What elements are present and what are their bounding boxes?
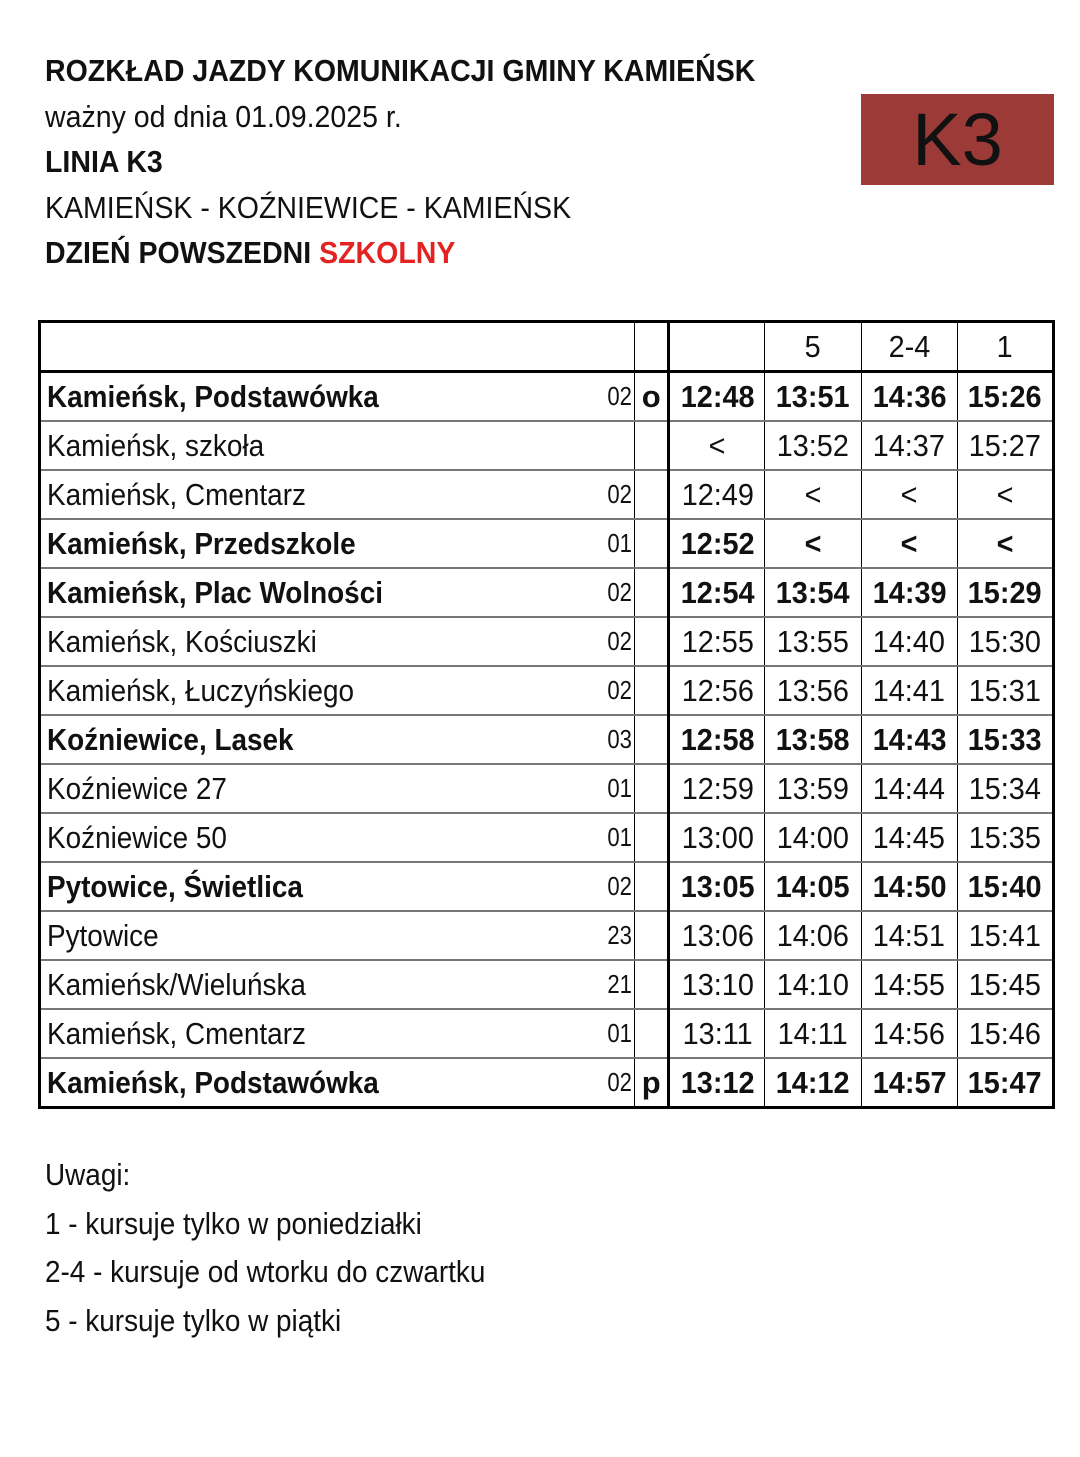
column-header	[957, 322, 1053, 372]
departure-time	[765, 519, 861, 568]
departure-time	[669, 715, 765, 764]
departure-time	[957, 372, 1053, 422]
stop-cell-content	[41, 624, 634, 660]
departure-time	[957, 470, 1053, 519]
stop-name: Kamieńsk, Przedszkole	[47, 525, 356, 561]
departure-time-value: <	[900, 476, 918, 512]
timetable-row	[40, 813, 1054, 862]
departure-time-value: 15:29	[968, 574, 1042, 610]
validity-date: ważny od dnia 01.09.2025 r.	[45, 99, 402, 134]
departure-time	[957, 568, 1053, 617]
platform-number: 02	[607, 479, 633, 509]
departure-time	[861, 1009, 957, 1058]
departure-time	[957, 813, 1053, 862]
departure-time	[957, 421, 1053, 470]
departure-time	[765, 617, 861, 666]
departure-time	[765, 1058, 861, 1108]
departure-time	[765, 960, 861, 1009]
departure-time-value: 15:26	[968, 378, 1042, 414]
stop-cell-content	[41, 1065, 634, 1101]
departure-time	[861, 470, 957, 519]
departure-time-value: 14:11	[778, 1015, 849, 1051]
departure-time-value: <	[996, 476, 1014, 512]
departure-time	[669, 813, 765, 862]
departure-time-value: 13:10	[681, 966, 754, 1002]
stop-name: Kamieńsk, Łuczyńskiego	[47, 672, 355, 708]
departure-time-value: 12:58	[680, 721, 755, 757]
stop-name: Pytowice, Świetlica	[47, 868, 303, 904]
header-flag-cell	[635, 322, 669, 372]
stop-name: Kamieńsk, Cmentarz	[47, 1015, 306, 1051]
stop-flag	[635, 421, 669, 470]
departure-time-value: 14:37	[873, 427, 946, 463]
stop-flag: o	[635, 372, 669, 422]
stop-cell-content	[41, 673, 634, 709]
timetable-row	[40, 715, 1054, 764]
departure-time-value: 15:34	[968, 770, 1041, 806]
timetable-row	[40, 666, 1054, 715]
platform-number: 02	[607, 1067, 633, 1097]
stop-cell-content	[41, 477, 634, 513]
note-item: 1 - kursuje tylko w poniedziałki	[45, 1206, 422, 1241]
stop-cell	[40, 715, 635, 764]
departure-time-value: 14:57	[872, 1064, 947, 1100]
platform-number: 23	[607, 920, 633, 950]
departure-time-value: 13:00	[681, 819, 754, 855]
stop-flag	[635, 470, 669, 519]
departure-time-value: 12:55	[681, 623, 754, 659]
timetable-row	[40, 421, 1054, 470]
departure-time-value: 15:40	[968, 868, 1042, 904]
departure-time	[861, 666, 957, 715]
departure-time	[861, 519, 957, 568]
departure-time-value: 15:45	[968, 966, 1041, 1002]
departure-time	[765, 813, 861, 862]
timetable-row	[40, 911, 1054, 960]
departure-time	[861, 764, 957, 813]
stop-cell-content	[41, 967, 634, 1003]
stop-cell	[40, 617, 635, 666]
stop-name: Kamieńsk, Cmentarz	[47, 476, 306, 512]
departure-time-value: <	[708, 427, 726, 463]
departure-time	[765, 1009, 861, 1058]
departure-time-value: 14:56	[873, 1015, 946, 1051]
stop-flag	[635, 813, 669, 862]
stop-name: Koźniewice 27	[47, 770, 227, 806]
departure-time-value: 14:06	[776, 917, 850, 953]
departure-time-value: 15:35	[968, 819, 1041, 855]
departure-time	[957, 1009, 1053, 1058]
stop-cell	[40, 911, 635, 960]
departure-time-value: 14:44	[873, 770, 946, 806]
departure-time	[669, 764, 765, 813]
departure-time-value: 14:36	[872, 378, 947, 414]
stop-flag	[635, 666, 669, 715]
stop-name: Koźniewice, Lasek	[47, 721, 294, 757]
departure-time-value: <	[804, 525, 822, 561]
departure-time	[765, 666, 861, 715]
departure-time	[669, 421, 765, 470]
departure-time	[669, 862, 765, 911]
stop-cell	[40, 1058, 635, 1108]
stop-name: Kamieńsk/Wieluńska	[47, 966, 306, 1002]
stop-name: Kamieńsk, szkoła	[47, 427, 265, 463]
timetable-row	[40, 862, 1054, 911]
departure-time-value: 14:00	[776, 819, 850, 855]
departure-time-value: <	[996, 525, 1014, 561]
platform-number: 02	[607, 381, 633, 411]
departure-time-value: 14:40	[873, 623, 946, 659]
column-header-label: 2-4	[888, 328, 931, 364]
departure-time-value: 13:52	[776, 427, 850, 463]
departure-time	[765, 372, 861, 422]
departure-time	[861, 911, 957, 960]
departure-time-value: 15:27	[968, 427, 1041, 463]
departure-time	[957, 764, 1053, 813]
departure-time-value: 13:59	[776, 770, 850, 806]
stop-flag: p	[635, 1058, 669, 1108]
departure-time	[669, 568, 765, 617]
stop-cell-content	[41, 918, 634, 954]
departure-time	[957, 715, 1053, 764]
stop-name: Pytowice	[47, 917, 159, 953]
departure-time	[861, 568, 957, 617]
stop-cell-content	[41, 575, 634, 611]
stop-flag	[635, 519, 669, 568]
stop-cell	[40, 813, 635, 862]
departure-time-value: 12:56	[681, 672, 754, 708]
timetable-row	[40, 1009, 1054, 1058]
platform-number: 02	[607, 871, 633, 901]
departure-time	[669, 1058, 765, 1108]
departure-time-value: 15:31	[968, 672, 1041, 708]
timetable	[38, 320, 1055, 1109]
stop-flag	[635, 911, 669, 960]
departure-time-value: 14:39	[872, 574, 947, 610]
timetable-row	[40, 617, 1054, 666]
line-name: LINIA K3	[45, 144, 163, 179]
timetable-row	[40, 470, 1054, 519]
stop-cell-content	[41, 869, 634, 905]
stop-cell-content	[41, 722, 634, 758]
stop-cell	[40, 862, 635, 911]
column-header-label: 5	[804, 328, 822, 364]
departure-time	[861, 421, 957, 470]
stop-cell	[40, 666, 635, 715]
stop-flag	[635, 960, 669, 1009]
departure-time	[957, 1058, 1053, 1108]
stop-cell-content	[41, 1016, 634, 1052]
departure-time	[861, 617, 957, 666]
departure-time	[765, 764, 861, 813]
departure-time-value: <	[900, 525, 918, 561]
departure-time-value: 14:05	[776, 868, 850, 904]
platform-number: 21	[607, 969, 633, 999]
departure-time	[957, 666, 1053, 715]
stop-cell	[40, 372, 635, 422]
departure-time	[765, 715, 861, 764]
day-type-highlight: SZKOLNY	[319, 235, 456, 270]
departure-time	[669, 617, 765, 666]
notes-heading: Uwagi:	[45, 1157, 131, 1192]
departure-time	[669, 666, 765, 715]
departure-time	[861, 960, 957, 1009]
departure-time-value: 12:49	[681, 476, 754, 512]
departure-time-value: 13:54	[776, 574, 850, 610]
platform-number: 01	[607, 773, 633, 803]
stop-flag	[635, 764, 669, 813]
stop-cell-content	[41, 379, 634, 415]
stop-flag	[635, 568, 669, 617]
column-header-label: 1	[996, 328, 1013, 364]
stop-flag	[635, 1009, 669, 1058]
stop-flag	[635, 715, 669, 764]
departure-time-value: 13:05	[680, 868, 755, 904]
departure-time	[861, 372, 957, 422]
route-name: KAMIEŃSK - KOŹNIEWICE - KAMIEŃSK	[45, 190, 572, 225]
departure-time-value: 15:47	[968, 1064, 1042, 1100]
stop-cell-content	[41, 526, 634, 562]
departure-time	[861, 862, 957, 911]
stop-cell-content	[41, 820, 634, 856]
departure-time-value: 14:10	[776, 966, 850, 1002]
departure-time	[765, 862, 861, 911]
column-header	[765, 322, 861, 372]
platform-number: 01	[607, 528, 633, 558]
stop-cell	[40, 568, 635, 617]
departure-time	[765, 470, 861, 519]
stop-name: Kamieńsk, Podstawówka	[47, 378, 379, 414]
column-header	[861, 322, 957, 372]
header-stop-cell	[40, 322, 635, 372]
departure-time-value: 12:48	[680, 378, 755, 414]
stop-cell-content	[41, 428, 634, 464]
departure-time-value: 13:56	[776, 672, 850, 708]
stop-name: Kamieńsk, Kościuszki	[47, 623, 317, 659]
note-item: 5 - kursuje tylko w piątki	[45, 1303, 342, 1338]
departure-time-value: 14:41	[873, 672, 946, 708]
departure-time	[765, 421, 861, 470]
departure-time-value: 13:06	[681, 917, 754, 953]
timetable-row	[40, 1058, 1054, 1108]
stop-cell	[40, 960, 635, 1009]
timetable-row	[40, 568, 1054, 617]
departure-time	[861, 813, 957, 862]
stop-name: Koźniewice 50	[47, 819, 227, 855]
departure-time-value: 14:45	[873, 819, 946, 855]
departure-time-value: 15:46	[968, 1015, 1041, 1051]
departure-time-value: 14:43	[872, 721, 947, 757]
departure-time-value: 14:12	[776, 1064, 850, 1100]
platform-number: 02	[607, 577, 633, 607]
stop-cell	[40, 519, 635, 568]
stop-cell-content	[41, 771, 634, 807]
departure-time	[669, 470, 765, 519]
departure-time	[957, 911, 1053, 960]
departure-time	[957, 862, 1053, 911]
departure-time	[957, 960, 1053, 1009]
platform-number: 01	[607, 822, 633, 852]
departure-time-value: <	[804, 476, 822, 512]
line-badge: K3	[861, 94, 1054, 185]
stop-cell	[40, 421, 635, 470]
page-title: ROZKŁAD JAZDY KOMUNIKACJI GMINY KAMIEŃSK	[45, 53, 756, 88]
departure-time	[765, 568, 861, 617]
departure-time	[957, 617, 1053, 666]
timetable-row	[40, 960, 1054, 1009]
stop-flag	[635, 617, 669, 666]
column-header	[669, 322, 765, 372]
departure-time-value: 14:50	[872, 868, 947, 904]
departure-time-value: 13:11	[682, 1015, 753, 1051]
departure-time	[669, 911, 765, 960]
departure-time	[957, 519, 1053, 568]
departure-time-value: 13:58	[776, 721, 850, 757]
departure-time	[861, 1058, 957, 1108]
timetable-row	[40, 764, 1054, 813]
departure-time-value: 14:55	[873, 966, 946, 1002]
platform-number: 02	[607, 675, 633, 705]
timetable-header-row	[40, 322, 1054, 372]
departure-time-value: 15:41	[968, 917, 1041, 953]
departure-time-value: 12:52	[680, 525, 755, 561]
stop-cell	[40, 1009, 635, 1058]
departure-time-value: 13:12	[680, 1064, 755, 1100]
departure-time	[669, 519, 765, 568]
departure-time-value: 15:33	[968, 721, 1042, 757]
day-type-prefix: DZIEŃ POWSZEDNI	[45, 235, 320, 270]
stop-flag	[635, 862, 669, 911]
stop-name: Kamieńsk, Podstawówka	[47, 1064, 379, 1100]
departure-time	[669, 372, 765, 422]
platform-number: 01	[607, 1018, 633, 1048]
departure-time-value: 14:51	[873, 917, 946, 953]
departure-time	[669, 1009, 765, 1058]
platform-number: 03	[607, 724, 633, 754]
departure-time-value: 12:59	[681, 770, 754, 806]
note-item: 2-4 - kursuje od wtorku do czwartku	[45, 1254, 486, 1289]
stop-cell	[40, 470, 635, 519]
stop-name: Kamieńsk, Plac Wolności	[47, 574, 383, 610]
stop-cell	[40, 764, 635, 813]
departure-time-value: 15:30	[968, 623, 1041, 659]
departure-time-value: 13:55	[776, 623, 850, 659]
departure-time	[669, 960, 765, 1009]
day-type	[45, 235, 455, 271]
departure-time	[861, 715, 957, 764]
departure-time-value: 13:51	[776, 378, 850, 414]
departure-time-value: 12:54	[680, 574, 755, 610]
departure-time	[765, 911, 861, 960]
timetable-row	[40, 519, 1054, 568]
timetable-row	[40, 372, 1054, 422]
platform-number: 02	[607, 626, 633, 656]
